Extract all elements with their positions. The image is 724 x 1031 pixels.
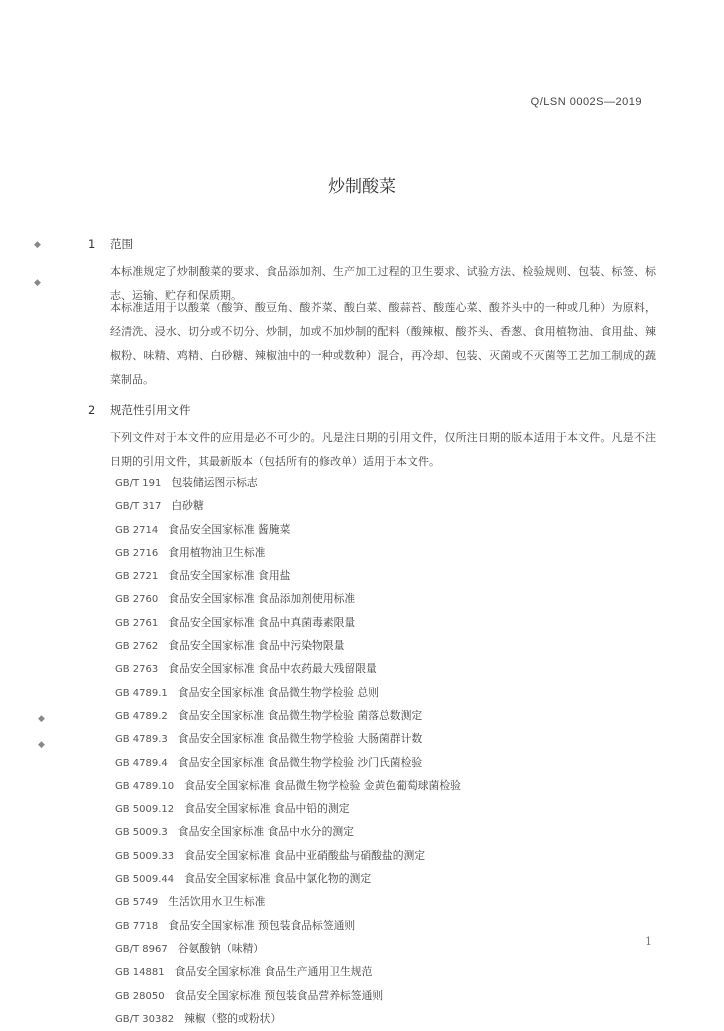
section-number: 2 xyxy=(88,403,96,417)
reference-item xyxy=(115,890,635,913)
reference-item xyxy=(115,727,635,750)
reference-code: GB 28050 xyxy=(115,990,165,1002)
reference-item xyxy=(115,867,635,890)
reference-title: 食品安全国家标准 食品中农药最大残留限量 xyxy=(168,662,377,676)
reference-title: 食品安全国家标准 食品微生物学检验 大肠菌群计数 xyxy=(177,732,423,746)
reference-code: GB 14881 xyxy=(115,967,165,979)
reference-code: GB 5009.3 xyxy=(115,827,168,839)
reference-title: 辣椒（整的或粉状） xyxy=(184,1011,282,1025)
paragraph-text: 本标准适用于以酸菜（酸笋、酸豆角、酸芥菜、酸白菜、酸蒜苔、酸莲心菜、酸芥头中的一种或几种）为原料，经清洗、浸水、切分或不切分、炒制，加或不加炒制的配料（酸辣椒、酸芥头、香葱、食用植物油、食用盐、辣椒粉、味精、鸡精、白砂糖、辣椒油中的一种或数种）混合，再冷却、包装、灭菌或不灭菌等工艺加工制成的蔬菜制品。 xyxy=(110,301,656,386)
reference-item xyxy=(115,1007,635,1030)
scope-paragraph-2 xyxy=(88,296,656,392)
reference-code: GB 2763 xyxy=(115,664,159,676)
reference-code: GB 4789.3 xyxy=(115,734,168,746)
reference-title: 食品安全国家标准 食品微生物学检验 沙门氏菌检验 xyxy=(177,755,423,769)
reference-code: GB/T 317 xyxy=(115,501,162,513)
scan-mark: ◆ xyxy=(34,278,41,288)
reference-code: GB 2716 xyxy=(115,547,159,559)
reference-title: 食品安全国家标准 预包装食品标签通则 xyxy=(168,918,356,932)
reference-title: 食品安全国家标准 食品生产通用卫生规范 xyxy=(174,965,373,979)
reference-title: 食品安全国家标准 食品微生物学检验 菌落总数测定 xyxy=(177,708,423,722)
reference-title: 食品安全国家标准 食品微生物学检验 总则 xyxy=(177,685,379,699)
reference-title: 包装储运图示标志 xyxy=(171,476,258,489)
reference-title: 食品安全国家标准 食品中污染物限量 xyxy=(168,639,345,653)
reference-title: 食品安全国家标准 食品中亚硝酸盐与硝酸盐的测定 xyxy=(184,848,426,862)
reference-item xyxy=(115,494,635,517)
reference-item xyxy=(115,471,635,494)
reference-item xyxy=(115,774,635,797)
reference-code: GB 7718 xyxy=(115,920,159,932)
reference-code: GB 5009.12 xyxy=(115,804,175,816)
reference-code: GB 5009.33 xyxy=(115,850,175,862)
reference-title: 食品安全国家标准 食用盐 xyxy=(168,569,291,583)
reference-list xyxy=(115,471,635,1030)
reference-item xyxy=(115,820,635,843)
reference-title: 食品安全国家标准 食品中水分的测定 xyxy=(177,825,354,839)
paragraph-text: 本标准规定了炒制酸菜的要求、食品添加剂、生产加工过程的卫生要求、试验方法、检验规则、包装、标签、标志、运输、贮存和保质期。 xyxy=(110,265,656,302)
document-code: Q/LSN 0002S—2019 xyxy=(530,96,642,108)
reference-code: GB 5009.44 xyxy=(115,874,175,886)
reference-code: GB 4789.2 xyxy=(115,710,168,722)
reference-title: 食用植物油卫生标准 xyxy=(168,545,266,559)
paragraph-text: 下列文件对于本文件的应用是必不可少的。凡是注日期的引用文件，仅所注日期的版本适用于本文件。凡是不注日期的引用文件，其最新版本（包括所有的修改单）适用于本文件。 xyxy=(110,431,656,468)
scan-mark: ◆ xyxy=(34,240,41,250)
reference-item xyxy=(115,564,635,587)
reference-item xyxy=(115,681,635,704)
section-number: 1 xyxy=(88,237,96,251)
references-intro xyxy=(88,426,656,474)
scan-mark: ◆ xyxy=(38,740,45,750)
section-title: 规范性引用文件 xyxy=(110,403,191,417)
reference-item xyxy=(115,657,635,680)
reference-item xyxy=(115,797,635,820)
reference-title: 食品安全国家标准 食品中真菌毒素限量 xyxy=(168,615,356,629)
reference-code: GB 4789.4 xyxy=(115,757,168,769)
reference-code: GB 4789.10 xyxy=(115,780,175,792)
reference-code: GB/T 8967 xyxy=(115,943,168,955)
reference-item xyxy=(115,914,635,937)
reference-code: GB 2714 xyxy=(115,524,159,536)
reference-title: 谷氨酸钠（味精） xyxy=(177,941,265,955)
reference-item xyxy=(115,541,635,564)
reference-title: 食品安全国家标准 酱腌菜 xyxy=(168,522,291,536)
reference-title: 食品安全国家标准 食品中铅的测定 xyxy=(184,802,350,816)
reference-code: GB/T 30382 xyxy=(115,1013,175,1025)
reference-code: GB 2760 xyxy=(115,594,159,606)
reference-item xyxy=(115,984,635,1007)
reference-title: 白砂糖 xyxy=(171,499,204,513)
reference-title: 食品安全国家标准 食品微生物学检验 金黄色葡萄球菌检验 xyxy=(184,778,461,792)
reference-title: 生活饮用水卫生标准 xyxy=(168,895,266,909)
reference-title: 食品安全国家标准 食品添加剂使用标准 xyxy=(168,592,356,606)
reference-item xyxy=(115,937,635,960)
reference-code: GB 5749 xyxy=(115,897,159,909)
reference-item xyxy=(115,518,635,541)
reference-item xyxy=(115,704,635,727)
reference-item xyxy=(115,587,635,610)
reference-code: GB 2761 xyxy=(115,617,159,629)
section-heading-scope xyxy=(88,236,133,252)
reference-code: GB 2721 xyxy=(115,571,159,583)
page-number: 1 xyxy=(645,935,652,948)
scan-mark: ◆ xyxy=(38,714,45,724)
reference-item xyxy=(115,611,635,634)
reference-item xyxy=(115,844,635,867)
document-title: 炒制酸菜 xyxy=(328,177,396,197)
reference-item xyxy=(115,751,635,774)
reference-code: GB 2762 xyxy=(115,641,159,653)
section-heading-references xyxy=(88,402,191,418)
reference-title: 食品安全国家标准 食品中氯化物的测定 xyxy=(184,872,372,886)
reference-item xyxy=(115,634,635,657)
reference-code: GB/T 191 xyxy=(115,478,162,489)
reference-title: 食品安全国家标准 预包装食品营养标签通则 xyxy=(174,988,384,1002)
section-title: 范围 xyxy=(110,237,133,251)
reference-item xyxy=(115,960,635,983)
reference-code: GB 4789.1 xyxy=(115,687,168,699)
